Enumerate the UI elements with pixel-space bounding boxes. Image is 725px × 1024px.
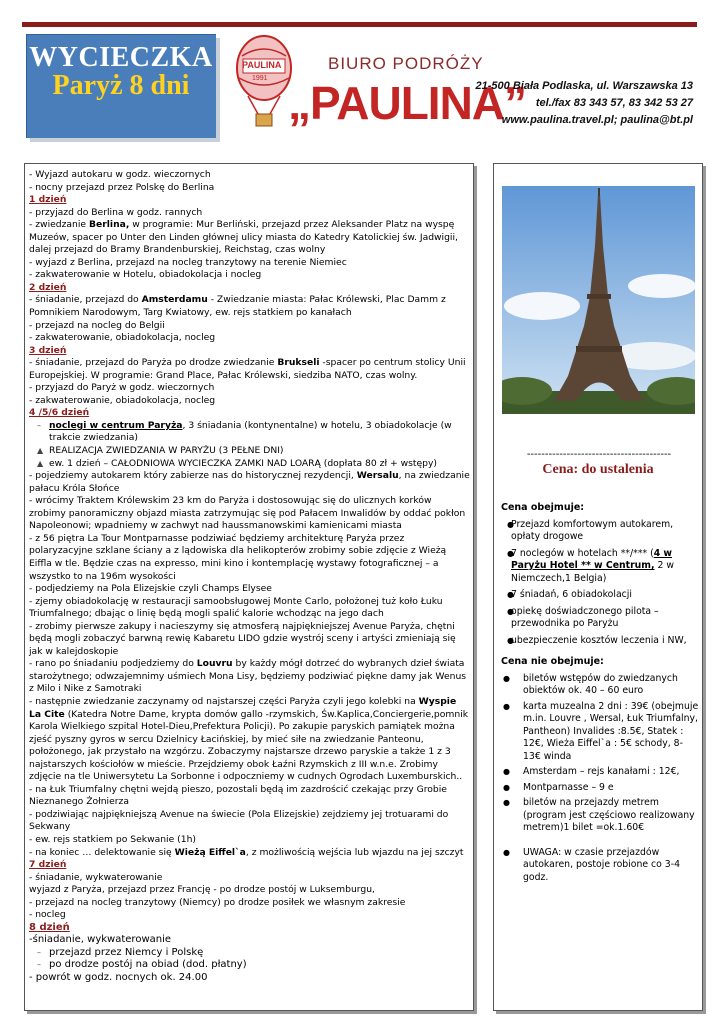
list-item: ● Montparnasse – 9 e: [501, 782, 699, 795]
list-item: ● karta muzealna 2 dni : 39€ (obejmuje m.in. Louvre , Wersal, Łuk Triumfalny, Pantheon) Invalides :8.5€, Statek : 12€, Wieża Eiffel`a : 5€ schody, 8- 13€ winda: [501, 701, 699, 764]
agency-logo-area: [230, 34, 695, 138]
program-bullet: ▲ REALIZACJA ZWIEDZANIA W PARYŻU (3 PEŁNE DNI): [37, 445, 284, 457]
day-heading: 4 /5/6 dzień: [29, 407, 90, 419]
program-line: - na koniec … delektowanie się Wieżą Eiffel`a, z możliwością wejścia lub wjazdu na jej szczyt: [29, 846, 464, 858]
price-excludes: [501, 656, 699, 887]
program-line: - wyjazd z Berlina, przejazd na nocleg tranzytowy na terenie Niemiec: [29, 256, 347, 268]
list-item: ● biletów wstępów do zwiedzanych obiektów ok. 40 – 60 euro: [501, 673, 699, 698]
day-heading: 7 dzień: [29, 859, 67, 871]
day-heading: 2 dzień: [29, 281, 67, 293]
program-line: - następnie zwiedzanie zaczynamy od najstarszej części Paryża czyli jego kolebki na Wyspie La Cite (Katedra Notre Dame, krypta domów gallo -rzymskich, Św.Kaplica,Conciergerie,pomnik Karola Wielkiego szpital Hotel-Dieu,Prefektura Policji). Po zakupie paryskich pamiątek można zjeść pyszny gyros w sercu Dzielnicy Łacińskiej, by mieć siłe na zwiedzanie Panteonu, położonego, jak przystało na wzgórzu. Zobaczymy najstarsze drzewo paryskie a także 1 z 3 najstarszych kościołów w mieście. Przejdziemy obok Łaźni Rzymskich z III w.n.e. Zrobimy zdjęcie na tle Uniwersytetu La Sorbonne i odpoczniemy w cudnych Ogrodach Luxemburskich..: [29, 695, 469, 783]
program-line: - nocny przejazd przez Polskę do Berlina: [29, 181, 215, 193]
program-line: - podjedziemy na Pola Elizejskie czyli Champs Elysee: [29, 583, 272, 595]
list-item: ● ubezpieczenie kosztów leczenia i NW,: [501, 635, 699, 648]
list-item: ● opiekę doświadczonego pilota – przewodnika po Paryżu: [501, 606, 699, 631]
program-line: - z 56 piętra La Tour Montparnasse podziwiać będziemy architekturę Paryża przez polaryzacyjne szklane ściany a z lądowiska dla helikopterów zrobimy sobie zdjęcie z Wieżą Eiffla w tle. Będzie czas na expresso, mini kino i kontemplację wystawy fotograficznej – a wszystko to na 196m wysokości: [29, 532, 447, 582]
program-line: wyjazd z Paryża, przejazd przez Francję - po drodze postój w Luksemburgu,: [29, 884, 375, 896]
logo-small-text: PAULINA: [242, 60, 282, 70]
program-line: - Wyjazd autokaru w godz. wieczornych: [29, 169, 211, 180]
program-line: - ew. rejs statkiem po Sekwanie (1h): [29, 833, 197, 845]
program-line: - zjemy obiadokolację w restauracji samoobsługowej Monte Carlo, położonej tuż koło Łuku Triumfalnego; dbając o linię będą mogli spalić kalorie wchodząc na jego dach: [29, 595, 443, 620]
program-bullet: – noclegi w centrum Paryża, 3 śniadania (kontynentalne) w hotelu, 3 obiadokolacje (w trakcie zwiedzania): [37, 419, 452, 444]
address: 21-500 Biała Podlaska, ul. Warszawska 13: [475, 80, 693, 92]
title-line-1: WYCIECZKA: [29, 42, 213, 73]
price-title: Cena: do ustalenia: [542, 462, 654, 477]
title-line-2: Paryż 8 dni: [52, 70, 190, 101]
hot-air-balloon-logo: [234, 34, 294, 134]
agency-subtitle: BIURO PODRÓŻY: [328, 54, 484, 73]
program-line: - zakwaterowanie w Hotelu, obiadokolacja i nocleg: [29, 269, 262, 281]
list-item: ● Amsterdam – rejs kanałami : 12€,: [501, 766, 699, 779]
program-line: - wrócimy Traktem Królewskim 23 km do Paryża i dostosowując się do ulicznych korków zrobimy panoramiczny objazd miasta zatrzymując się pod Pałacem Inwalidów by oddać pokłon Napoleonowi; wpadniemy w zachwyt nad haussmanowskimi kamienicami miasta: [29, 495, 466, 532]
dash-icon: –: [37, 960, 41, 970]
dash-icon: –: [37, 947, 41, 957]
price-box: [493, 163, 703, 1011]
program-bullet: – po drodze postój na obiad (dod. płatny): [37, 959, 247, 971]
program-line: - śniadanie, przejazd do Paryża po drodze zwiedzanie Brukseli -spacer po centrum stolicy Unii Europejskiej. W programie: Grand Place, Pałac Królewski, siedziba NATO, czas wolny.: [29, 357, 466, 381]
program-bullet: ▲ ew. 1 dzień – CAŁODNIOWA WYCIECZKA ZAMKI NAD LOARĄ (dopłata 80 zł + wstępy): [37, 457, 438, 469]
day-heading: 1 dzień: [29, 194, 67, 206]
list-item: ● biletów na przejazdy metrem (program jest częściowo realizowany metrem)1 bilet =ok.1.60€: [501, 797, 699, 835]
program-line: - przyjazd do Berlina w godz. rannych: [29, 206, 203, 218]
list-item: ● 7 śniadań, 6 obiadokolacji: [501, 589, 699, 602]
program-line: - zakwaterowanie, obiadokolacja, nocleg: [29, 332, 216, 344]
day-heading: 3 dzień: [29, 344, 67, 356]
program-line: - śniadanie, wykwaterowanie: [29, 871, 163, 883]
program-line: - śniadanie, przejazd do Amsterdamu - Zwiedzanie miasta: Pałac Królewski, Plac Damm z Pomnikiem Narodowym, Targ Kwiatowy, ew. rejs statkiem po kanałach: [29, 294, 446, 319]
program-line: -śniadanie, wykwaterowanie: [29, 934, 172, 946]
phone: tel./fax 83 343 57, 83 342 53 27: [535, 97, 693, 109]
program-line: - zakwaterowanie, obiadokolacja, nocleg: [29, 394, 216, 406]
excludes-header: Cena nie obejmuje:: [501, 656, 604, 667]
list-item: ● Przejazd komfortowym autokarem, opłaty drogowe: [501, 519, 699, 544]
logo-year: 1991: [252, 75, 268, 82]
program-line: - podziwiając najpiękniejszą Avenue na świecie (Pola Elizejskie) zejdziemy jej trotuarami do Sekwany: [29, 808, 449, 833]
title-box: [26, 34, 216, 138]
agency-contact: [476, 78, 693, 129]
day-heading: 8 dzień: [29, 921, 70, 933]
program-line: - na Łuk Triumfalny chętni wejdą pieszo, pozostali będą im zazdrościć czekając przy Grobie Nieznanego Żołnierza: [29, 783, 447, 808]
divider: ----------------------------------------: [526, 449, 672, 460]
program-line: - rano po śniadaniu podjedziemy do Louvru by każdy mógł dotrzeć do wybranych dzieł świata starożytnego; odwzajemnimy uśmiech Mona Lisy, będziemy podziwiać piękne damy jak Wenus z Milo i Nike z Samotraki: [29, 658, 467, 695]
program-line: - nocleg: [29, 909, 66, 921]
includes-header: Cena obejmuje:: [501, 502, 585, 513]
arrow-icon: ▲: [37, 458, 44, 468]
agency-brand: „PAULINA”: [288, 77, 527, 129]
dash-icon: –: [37, 420, 41, 430]
program-line: - przejazd na nocleg do Belgii: [29, 319, 165, 331]
list-item: ● 7 noclegów w hotelach **/*** (4 w Paryżu Hotel ** w Centrum, 2 w Niemczech,1 Belgia): [501, 548, 699, 586]
program-line: - przyjazd do Paryż w godz. wieczornych: [29, 382, 215, 394]
price-includes: [501, 502, 699, 651]
program-line: - pojedziemy autokarem który zabierze nas do historycznej rezydencji, Wersalu, na zwiedzanie pałacu Króla Słońce: [29, 470, 470, 494]
eiffel-tower-photo: [502, 186, 695, 414]
program-line: - przejazd na nocleg tranzytowy (Niemcy) po drodze posiłek we własnym zakresie: [29, 896, 406, 908]
program-bullet: – przejazd przez Niemcy i Polskę: [37, 946, 204, 958]
program-line: - zwiedzanie Berlina, w programie: Mur Berliński, przejazd przez Aleksander Platz na wyspę Muzeów, spacer po Unter den Linden głównej ulicy miasta do Katedry Katolickiej św. Jadwigii, dalej przejazd do Bramy Brandenburskiej, Reichstag, czas wolny: [29, 219, 458, 256]
program-box: [24, 163, 474, 1011]
program-line: - zrobimy pierwsze zakupy i nacieszymy się atmosferą najpiękniejszej Avenue Paryża, chętni będą mogli zobaczyć barwną rewię Kabaretu LIDO gdzie wystrój sceny i artyści zmieniają się jak w kalejdoskopie: [29, 620, 456, 657]
program-line: - powrót w godz. nocnych ok. 24.00: [29, 972, 208, 983]
arrow-icon: ▲: [37, 446, 44, 456]
list-item: ● UWAGA: w czasie przejazdów autokaren, postoje robione co 3-4 godz.: [501, 847, 699, 885]
header-rule: [22, 22, 697, 27]
web-email: www.paulina.travel.pl; paulina@bt.pl: [501, 114, 693, 126]
